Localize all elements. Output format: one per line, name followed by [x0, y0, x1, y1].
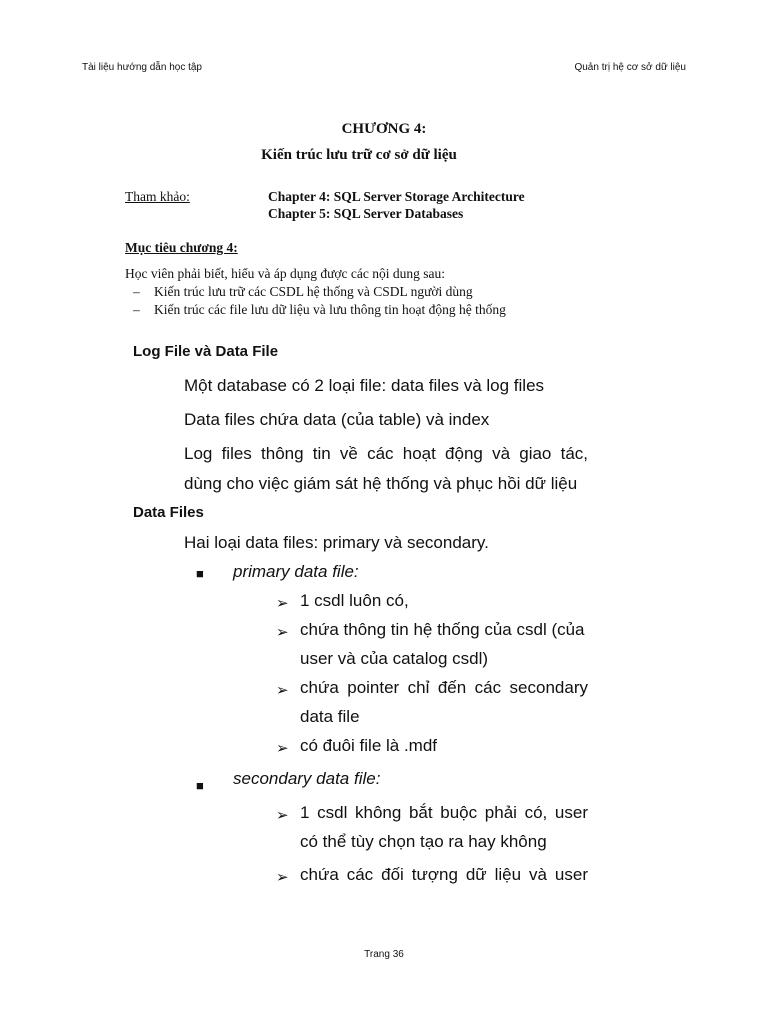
primary-item-line: có đuôi file là .mdf [300, 736, 438, 755]
secondary-item-line: 1 csdl không bắt buộc phải có, user [300, 803, 588, 822]
dash-bullet: – [133, 284, 140, 299]
secondary-item-line: chứa các đối tượng dữ liệu và user [300, 865, 588, 884]
objective-item: Kiến trúc lưu trữ các CSDL hệ thống và CSDL người dùng [154, 284, 473, 299]
primary-label: primary data file: [233, 562, 359, 581]
reference-item: Chapter 5: SQL Server Databases [268, 206, 464, 221]
chapter-title: Kiến trúc lưu trữ cơ sở dữ liệu [261, 147, 457, 163]
reference-label: Tham khảo: [125, 189, 190, 204]
section1-line: Log files thông tin về các hoạt động và giao tác, [184, 444, 588, 463]
header-right: Quản trị hệ cơ sở dữ liệu [574, 62, 686, 73]
primary-item-line: data file [300, 707, 360, 726]
secondary-item-line: có thể tùy chọn tạo ra hay không [300, 832, 547, 851]
arrow-bullet-icon: ➢ [276, 740, 289, 757]
arrow-bullet-icon: ➢ [276, 595, 289, 612]
arrow-bullet-icon: ➢ [276, 869, 289, 886]
primary-item-line: 1 csdl luôn có, [300, 591, 409, 610]
section-heading-data-files: Data Files [133, 504, 204, 521]
primary-item-line: chứa pointer chỉ đến các secondary [300, 678, 588, 697]
square-bullet-icon: ■ [196, 566, 204, 581]
page-number: Trang 36 [364, 949, 404, 960]
section-heading-log-data: Log File và Data File [133, 343, 279, 360]
primary-item-line: chứa thông tin hệ thống của csdl (của [300, 620, 585, 639]
square-bullet-icon: ■ [196, 778, 204, 793]
section2-intro: Hai loại data files: primary và secondary. [184, 533, 489, 552]
arrow-bullet-icon: ➢ [276, 624, 289, 641]
objective-item: Kiến trúc các file lưu dữ liệu và lưu thông tin hoạt động hệ thống [154, 302, 506, 317]
primary-item-line: user và của catalog csdl) [300, 649, 489, 668]
header-left: Tài liệu hướng dẫn học tập [82, 62, 202, 73]
section1-line: Data files chứa data (của table) và index [184, 410, 490, 429]
dash-bullet: – [133, 302, 140, 317]
chapter-number: CHƯƠNG 4: [341, 121, 427, 137]
secondary-label: secondary data file: [233, 769, 381, 788]
reference-item: Chapter 4: SQL Server Storage Architecture [268, 189, 525, 204]
section1-line: Một database có 2 loại file: data files và log files [184, 376, 545, 395]
objectives-heading: Mục tiêu chương 4: [125, 240, 238, 255]
arrow-bullet-icon: ➢ [276, 807, 289, 824]
objectives-intro: Học viên phải biết, hiểu và áp dụng được các nội dung sau: [125, 266, 445, 281]
arrow-bullet-icon: ➢ [276, 682, 289, 699]
section1-line: dùng cho việc giám sát hệ thống và phục hồi dữ liệu [184, 474, 578, 493]
